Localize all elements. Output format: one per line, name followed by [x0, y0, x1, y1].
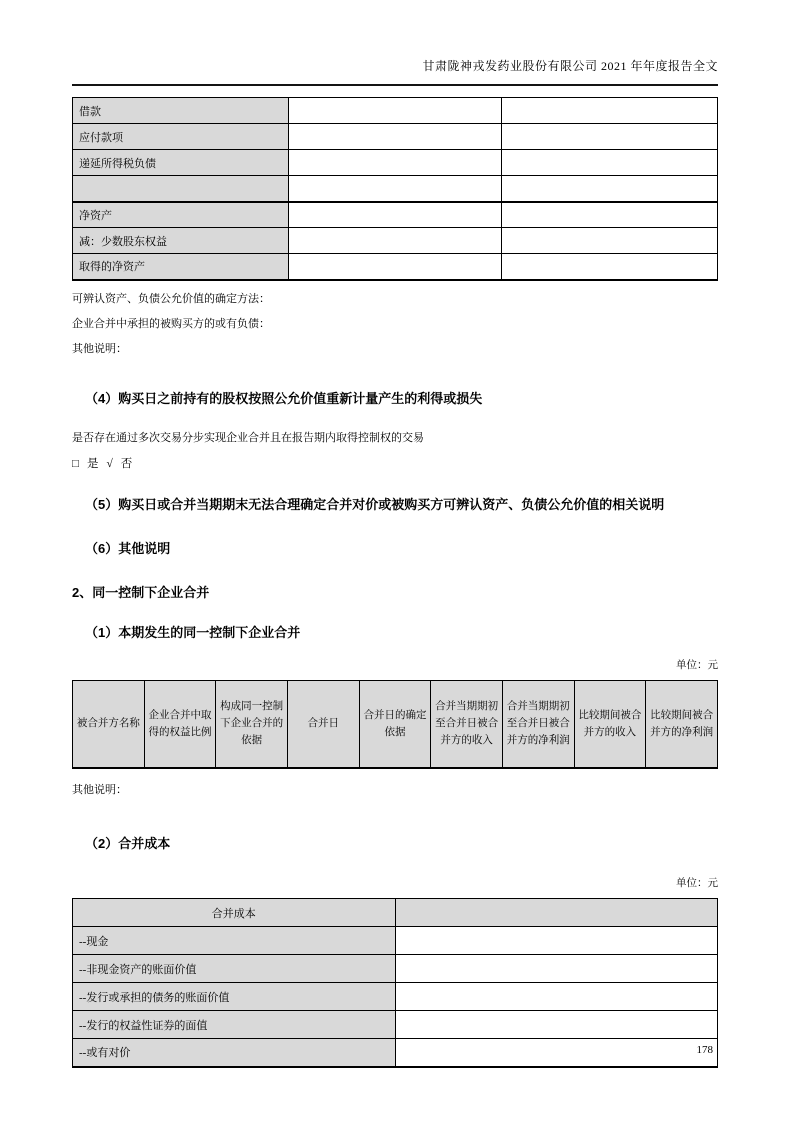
empty-cell	[289, 228, 502, 254]
empty-cell	[395, 927, 718, 955]
row-label: --发行或承担的债务的账面价值	[73, 983, 396, 1011]
page-content	[72, 0, 718, 1068]
heading-2-section: 2、同一控制下企业合并	[72, 584, 210, 600]
column-header: 被合并方名称	[73, 680, 145, 768]
other-notes-label: 其他说明：	[72, 342, 127, 355]
table-row	[73, 1039, 718, 1067]
table-row	[73, 150, 718, 176]
row-label: 减：少数股东权益	[73, 228, 289, 254]
empty-cell	[501, 228, 717, 254]
table-row	[73, 955, 718, 983]
empty-cell	[395, 983, 718, 1011]
empty-cell	[501, 98, 717, 124]
page-number: 178	[696, 1044, 713, 1056]
heading-2-1: （1）本期发生的同一控制下企业合并	[85, 624, 301, 640]
unit-label: 单位：元	[676, 659, 718, 671]
empty-cell	[395, 1039, 718, 1067]
document-header-title: 甘肃陇神戎发药业股份有限公司 2021 年年度报告全文	[72, 0, 718, 86]
empty-cell	[395, 899, 718, 927]
table-row	[73, 228, 718, 254]
column-header: 合并当期期初至合并日被合并方的收入	[431, 680, 503, 768]
column-header: 合并当期期初至合并日被合并方的净利润	[502, 680, 574, 768]
row-label: --或有对价	[73, 1039, 396, 1067]
row-label: --发行的权益性证券的面值	[73, 1011, 396, 1039]
row-label	[73, 176, 289, 202]
empty-cell	[501, 202, 717, 228]
heading-5: （5）购买日或合并当期期末无法合理确定合并对价或被购买方可辨认资产、负债公允价值的相关说明	[85, 496, 665, 512]
heading-2-2: （2）合并成本	[85, 836, 171, 851]
multi-step-question: 是否存在通过多次交易分步实现企业合并且在报告期内取得控制权的交易	[72, 431, 424, 444]
empty-cell	[501, 176, 717, 202]
table-row	[73, 983, 718, 1011]
row-label: 借款	[73, 98, 289, 124]
heading-4: （4）购买日之前持有的股权按照公允价值重新计量产生的利得或损失	[85, 390, 483, 406]
empty-cell	[289, 202, 502, 228]
table-row	[73, 254, 718, 280]
column-header: 比较期间被合并方的净利润	[646, 680, 718, 768]
empty-cell	[289, 176, 502, 202]
column-header: 合并日的确定依据	[359, 680, 431, 768]
other-notes-label: 其他说明：	[72, 784, 127, 796]
empty-cell	[289, 124, 502, 150]
checkbox-unchecked-icon: □	[72, 457, 79, 470]
yes-label: 是	[86, 457, 99, 470]
net-assets-table	[72, 97, 718, 281]
column-header: 比较期间被合并方的收入	[574, 680, 646, 768]
table-row	[73, 124, 718, 150]
row-label: 净资产	[73, 202, 289, 228]
empty-cell	[501, 150, 717, 176]
table-row	[73, 1011, 718, 1039]
fair-value-method-note: 可辨认资产、负债公允价值的确定方法：	[72, 292, 270, 305]
table-row	[73, 98, 718, 124]
same-control-merger-table	[72, 680, 718, 770]
row-label: --非现金资产的账面价值	[73, 955, 396, 983]
column-header: 合并日	[287, 680, 359, 768]
merge-cost-table	[72, 898, 718, 1068]
empty-cell	[501, 254, 717, 280]
contingent-liability-note: 企业合并中承担的被购买方的或有负债：	[72, 317, 270, 330]
empty-cell	[395, 1011, 718, 1039]
row-label: 应付款项	[73, 124, 289, 150]
row-label: 递延所得税负债	[73, 150, 289, 176]
table-row	[73, 927, 718, 955]
table-header-row	[73, 899, 718, 927]
empty-cell	[501, 124, 717, 150]
no-label: 否	[120, 457, 133, 470]
table-header-row	[73, 680, 718, 768]
column-header: 企业合并中取得的权益比例	[144, 680, 216, 768]
table-row	[73, 176, 718, 202]
empty-cell	[289, 150, 502, 176]
empty-cell	[289, 98, 502, 124]
empty-cell	[395, 955, 718, 983]
yes-no-choice	[72, 454, 718, 474]
row-label: 取得的净资产	[73, 254, 289, 280]
checkmark-icon: √	[106, 457, 113, 470]
empty-cell	[289, 254, 502, 280]
table-row	[73, 202, 718, 228]
heading-6: （6）其他说明	[85, 540, 171, 556]
column-header: 构成同一控制下企业合并的依据	[216, 680, 288, 768]
unit-label: 单位：元	[676, 878, 718, 889]
row-label: --现金	[73, 927, 396, 955]
merge-cost-header: 合并成本	[73, 899, 396, 927]
